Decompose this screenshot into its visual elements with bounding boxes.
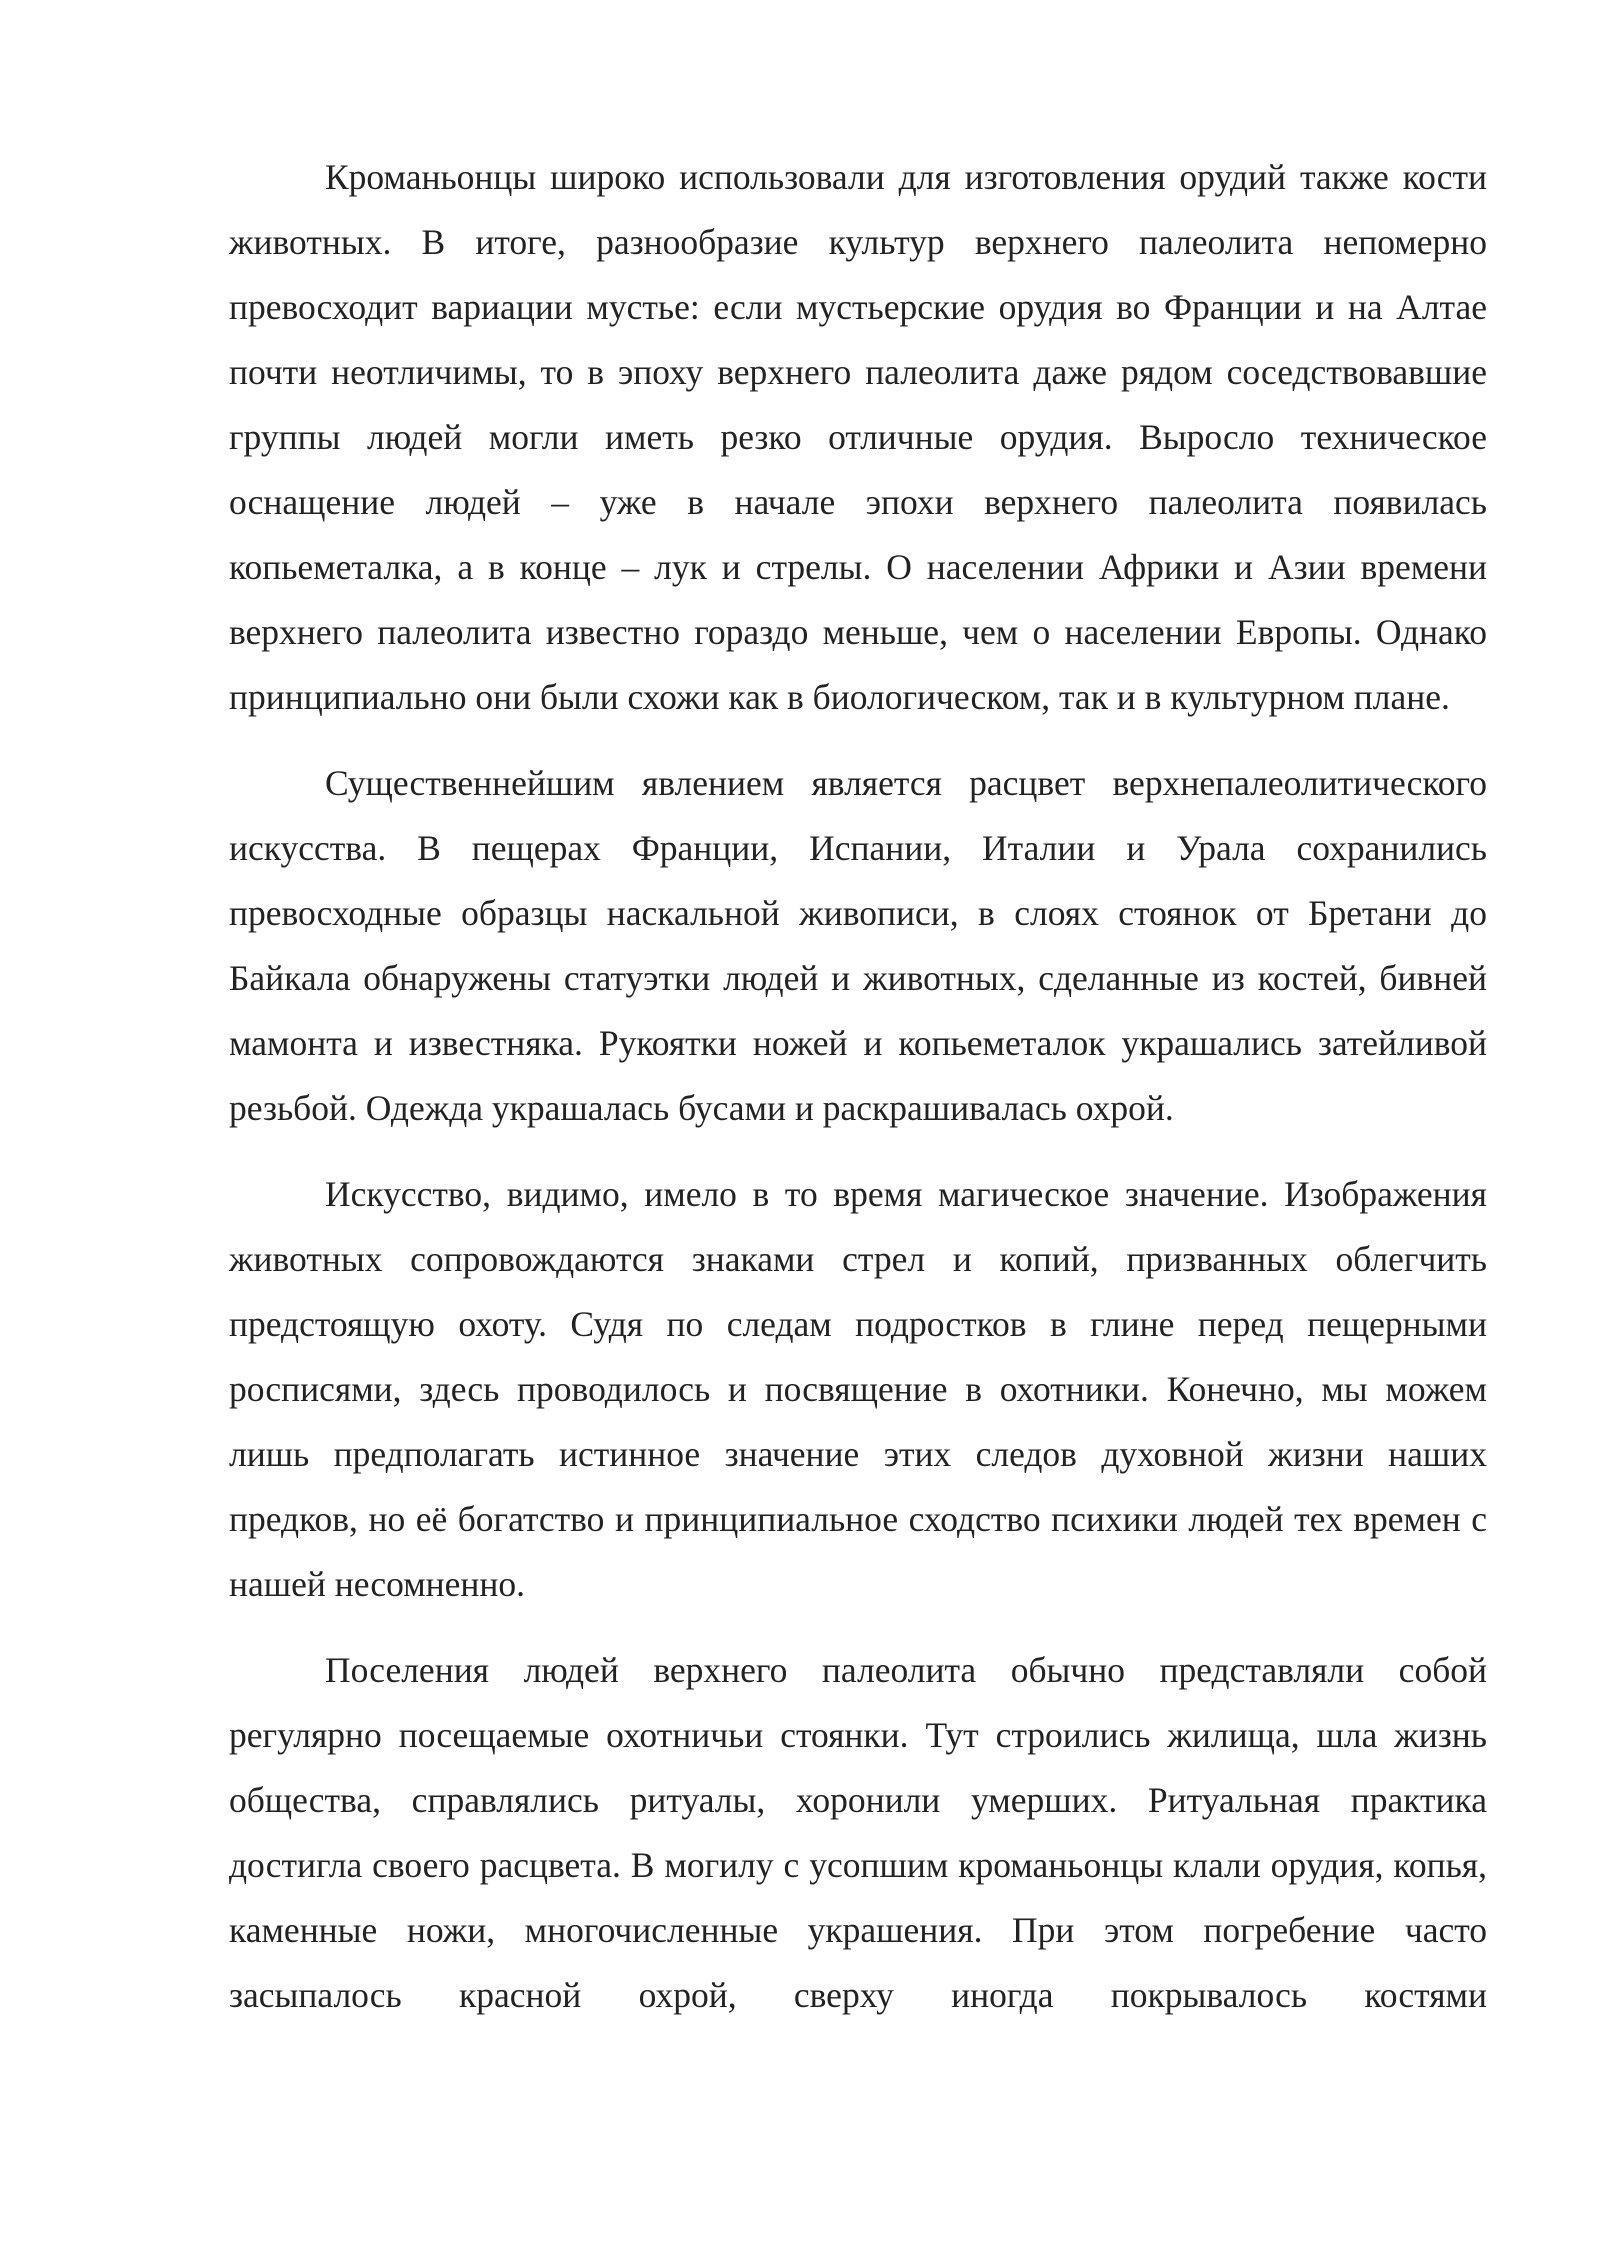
document-body [229,145,1487,2049]
paragraph-2: Существеннейшим явлением является расцвет верхнепалеолитического искусства. В пещерах Франции, Испании, Италии и Урала сохранились превосходные образцы наскальной живописи, в слоях стоянок от Бретани до Байкала обнаружены статуэтки людей и животных, сделанные из костей, бивней мамонта и известняка. Рукоятки ножей и копьеметалок украшались затейливой резьбой. Одежда украшалась бусами и раскрашивалась охрой. [229,763,1487,1128]
paragraph-1: Кроманьонцы широко использовали для изготовления орудий также кости животных. В итоге, разнообразие культур верхнего палеолита непомерно превосходит вариации мустье: если мустьерские орудия во Франции и на Алтае почти неотличимы, то в эпоху верхнего палеолита даже рядом соседствовавшие группы людей могли иметь резко отличные орудия. Выросло техническое оснащение людей – уже в начале эпохи верхнего палеолита появилась копьеметалка, а в конце – лук и стрелы. О населении Африки и Азии времени верхнего палеолита известно гораздо меньше, чем о населении Европы. Однако принципиально они были схожи как в биологическом, так и в культурном плане. [229,157,1487,717]
paragraph-3: Искусство, видимо, имело в то время магическое значение. Изображения животных сопровождаются знаками стрел и копий, призванных облегчить предстоящую охоту. Судя по следам подростков в глине перед пещерными росписями, здесь проводилось и посвящение в охотники. Конечно, мы можем лишь предполагать истинное значение этих следов духовной жизни наших предков, но её богатство и принципиальное сходство психики людей тех времен с нашей несомненно. [229,1174,1487,1604]
paragraph-4: Поселения людей верхнего палеолита обычно представляли собой регулярно посещаемые охотничьи стоянки. Тут строились жилища, шла жизнь общества, справлялись ритуалы, хоронили умерших. Ритуальная практика достигла своего расцвета. В могилу с усопшим кроманьонцы клали орудия, копья, каменные ножи, многочисленные украшения. При этом погребение часто засыпалось красной охрой, сверху иногда покрывалось костями [229,1650,1487,2015]
